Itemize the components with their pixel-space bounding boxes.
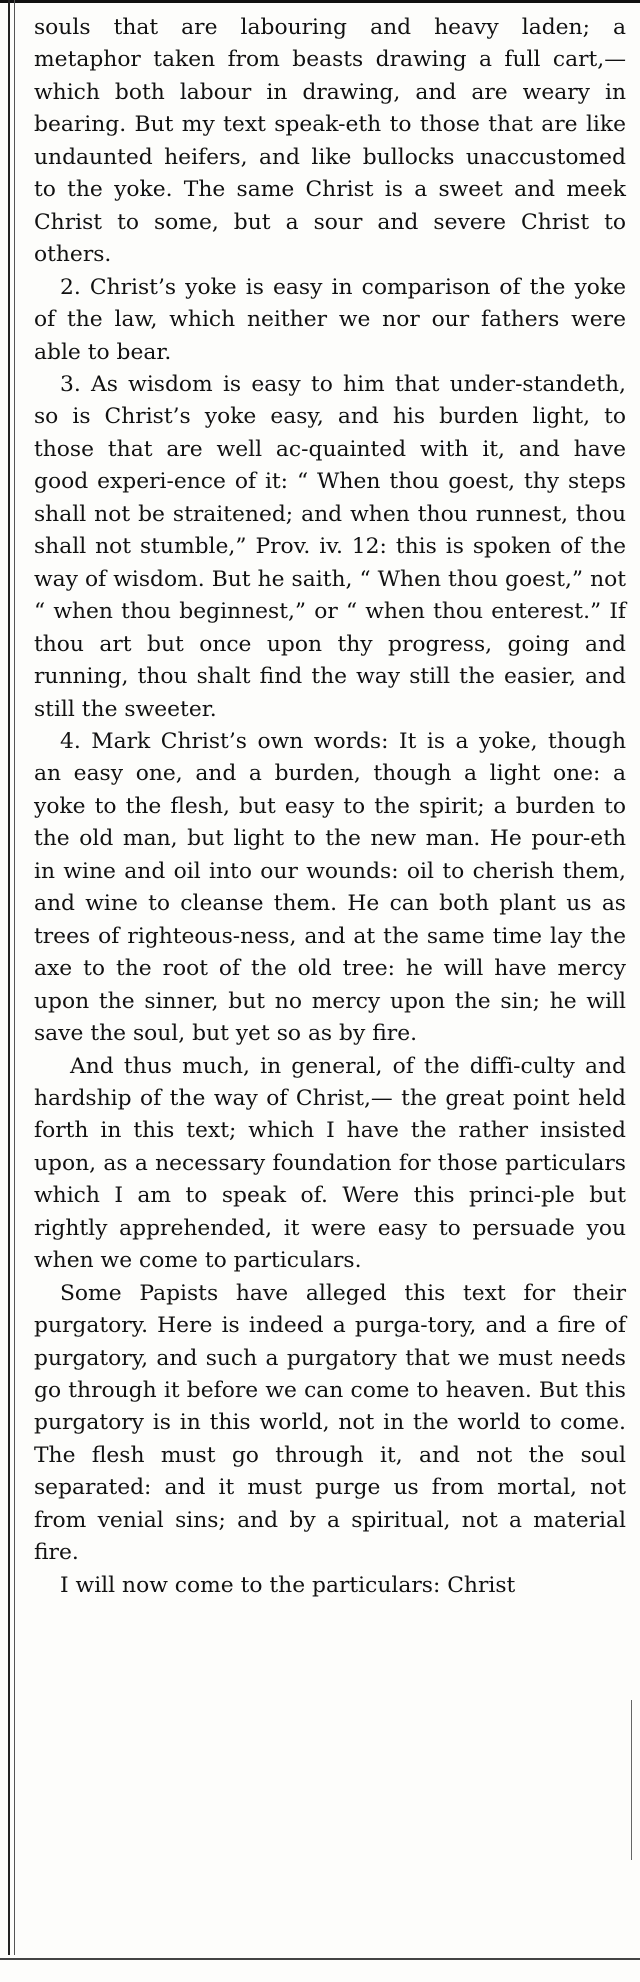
paragraph-continuation: souls that are labouring and heavy laden; a metaphor taken from beasts drawing a full cart,—which both labour in drawing, and are weary in bearing. But my text speak-eth to those that are like undaunted heifers, and like bullocks unaccustomed to the yoke. The same Christ is a sweet and meek Christ to some, but a sour and severe Christ to others. (34, 15, 626, 268)
bottom-rule (0, 1958, 640, 1960)
right-margin-rule (631, 1700, 632, 1860)
paragraph-point-2: 2. Christ’s yoke is easy in comparison of the yoke of the law, which neither we nor our fathers were able to bear. (34, 274, 626, 365)
left-margin-rule (8, 0, 10, 1955)
text-column (34, 12, 626, 1602)
paragraph-point-4: 4. Mark Christ’s own words: It is a yoke, though an easy one, and a burden, though a light one: a yoke to the flesh, but easy to the spirit; a burden to the old man, but light to the new man. He pour-eth in wine and oil into our wounds: oil to cherish them, and wine to cleanse them. He can both plant us as trees of righteous-ness, and at the same time lay the axe to the root of the old tree: he will have mercy upon the sinner, but no mercy upon the sin; he will save the soul, but yet so as by fire. (34, 728, 626, 1047)
left-margin-rule-inner (14, 0, 15, 1955)
paragraph-particulars: I will now come to the particulars: Christ (60, 1572, 516, 1598)
paragraph-papists: Some Papists have alleged this text for their purgatory. Here is indeed a purga-tory, and a fire of purgatory, and such a purgatory that we must needs go through it before we can come to heaven. But this purgatory is in this world, not in the world to come. The flesh must go through it, and not the soul separated: and it must purge us from mortal, not from venial sins; and by a spiritual, not a material fire. (34, 1280, 626, 1566)
top-rule (0, 0, 640, 3)
paragraph-summary: And thus much, in general, of the diffi-culty and hardship of the way of Christ,— the great point held forth in this text; which I have the rather insisted upon, as a necessary foundation for those particulars which I am to speak of. Were this princi-ple but rightly apprehended, it were easy to persuade you when we come to particulars. (34, 1053, 626, 1274)
paragraph-point-3: 3. As wisdom is easy to him that under-standeth, so is Christ’s yoke easy, and his burden light, to those that are well ac-quainted with it, and have good experi-ence of it: “ When thou goest, thy steps shall not be straitened; and when thou runnest, thou shall not stumble,” Prov. iv. 12: this is spoken of the way of wisdom. But he saith, “ When thou goest,” not “ when thou beginnest,” or “ when thou enterest.” If thou art but once upon thy progress, going and running, thou shalt find the way still the easier, and still the sweeter. (34, 371, 626, 722)
